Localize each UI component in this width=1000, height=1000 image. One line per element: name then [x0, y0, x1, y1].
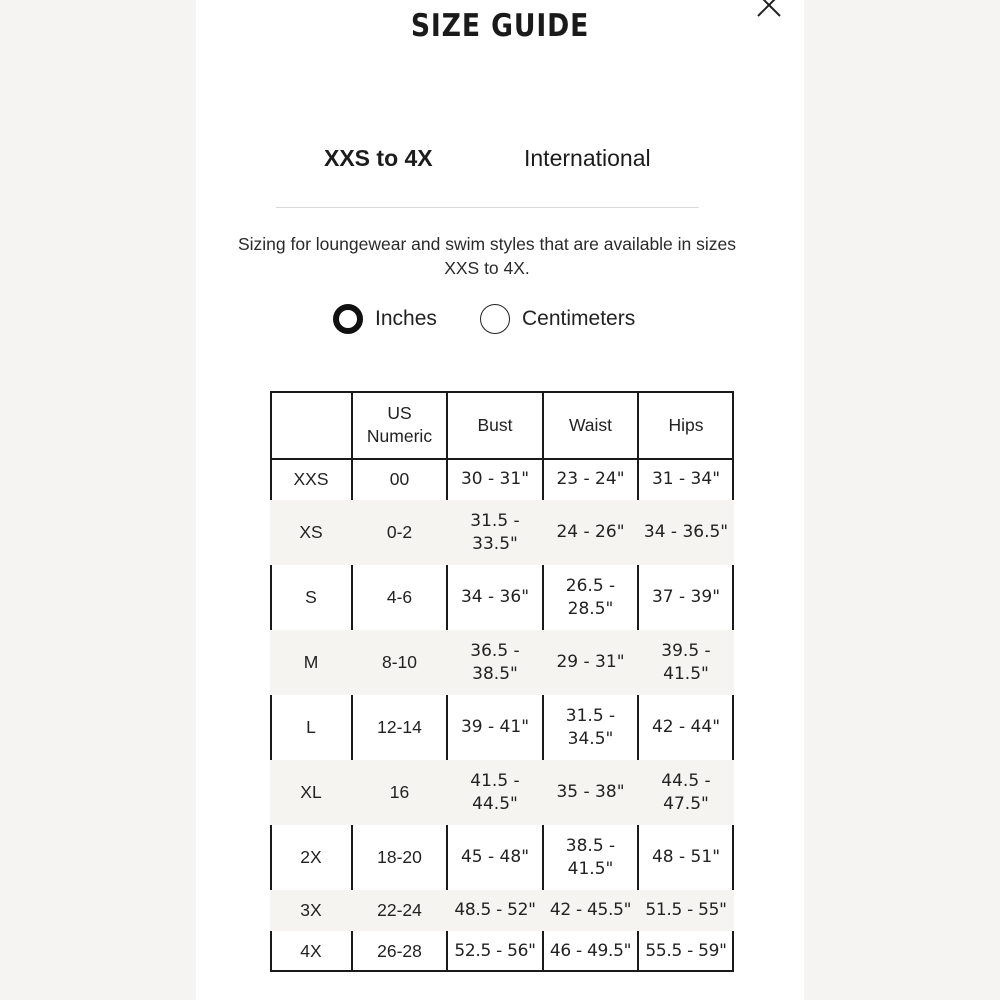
- cell-hips: [638, 630, 734, 695]
- centimeters-label: Centimeters: [522, 307, 636, 330]
- table-row: [270, 500, 734, 565]
- cell-us-numeric: 0-2: [352, 500, 447, 565]
- table-row: [270, 695, 734, 760]
- cell-hips: 55.5 - 59": [645, 941, 727, 961]
- cell-size: L: [306, 717, 316, 737]
- cell-waist: 42 - 45.5": [543, 890, 638, 931]
- cell-waist-text: 26.5 - 28.5": [565, 575, 616, 619]
- cell-us-numeric: 12-14: [377, 717, 422, 737]
- cell-waist: 23 - 24": [556, 469, 625, 489]
- table-row: [270, 459, 734, 500]
- table-row: [270, 890, 734, 931]
- cell-hips: 42 - 44": [651, 717, 721, 737]
- table-row: [270, 931, 734, 972]
- header-hips: Hips: [668, 414, 704, 435]
- cell-waist: 29 - 31": [543, 630, 638, 695]
- cell-size: XXS: [293, 469, 329, 489]
- cell-waist: [543, 825, 638, 890]
- cell-hips: 37 - 39": [651, 587, 721, 607]
- tab-xxs-to-4x[interactable]: XXS to 4X: [324, 145, 433, 171]
- cell-size: M: [270, 630, 352, 695]
- cell-hips: 34 - 36.5": [638, 500, 734, 565]
- cell-size: S: [305, 587, 317, 607]
- header-bust: Bust: [477, 414, 513, 435]
- table-row: [270, 630, 734, 695]
- cell-hips: [638, 760, 734, 825]
- cell-size: XS: [270, 500, 352, 565]
- cell-us-numeric: 18-20: [377, 847, 422, 867]
- cell-us-numeric: 4-6: [386, 587, 413, 607]
- cell-us-numeric: 26-28: [377, 941, 422, 961]
- cell-hips-text: 44.5 - 47.5": [661, 770, 711, 814]
- cell-waist-text: 31.5 - 34.5": [565, 705, 616, 749]
- cell-bust: 39 - 41": [460, 717, 530, 737]
- cell-size: 4X: [300, 941, 322, 961]
- cell-bust-text: 41.5 - 44.5": [470, 770, 520, 814]
- cell-waist: [543, 565, 638, 630]
- tab-international[interactable]: International: [524, 145, 651, 171]
- cell-waist-text: 38.5 - 41.5": [565, 835, 616, 879]
- cell-waist: 35 - 38": [543, 760, 638, 825]
- cell-bust-text: 31.5 - 33.5": [470, 510, 520, 554]
- cell-us-numeric: 8-10: [352, 630, 447, 695]
- table-row: [270, 760, 734, 825]
- cell-hips: 51.5 - 55": [638, 890, 734, 931]
- header-size: [270, 391, 352, 459]
- page-title: SIZE GUIDE: [410, 8, 590, 44]
- cell-size: 2X: [300, 847, 322, 867]
- inches-label: Inches: [375, 307, 437, 330]
- cell-waist: [543, 695, 638, 760]
- cell-bust: [447, 760, 543, 825]
- table-row: [270, 565, 734, 630]
- cell-size: 3X: [270, 890, 352, 931]
- cell-size: XL: [270, 760, 352, 825]
- cell-bust: [447, 500, 543, 565]
- cell-bust: 52.5 - 56": [454, 941, 536, 961]
- cell-bust: 30 - 31": [460, 469, 530, 489]
- cell-bust: 34 - 36": [460, 587, 530, 607]
- table-header-row: [270, 391, 734, 459]
- cell-hips: 31 - 34": [651, 469, 721, 489]
- cell-hips-text: 39.5 - 41.5": [661, 640, 711, 684]
- cell-waist: 24 - 26": [543, 500, 638, 565]
- cell-hips: 48 - 51": [651, 847, 721, 867]
- cell-us-numeric: 22-24: [352, 890, 447, 931]
- cell-bust: [447, 630, 543, 695]
- cell-bust: 48.5 - 52": [447, 890, 543, 931]
- sizing-description: Sizing for loungewear and swim styles that are available in sizes XXS to 4X.: [237, 234, 737, 278]
- cell-bust-text: 36.5 - 38.5": [470, 640, 520, 684]
- size-chart-table: [270, 391, 734, 972]
- header-waist: Waist: [568, 414, 613, 435]
- header-us-numeric: [352, 391, 447, 459]
- cell-us-numeric: 00: [389, 469, 410, 489]
- cell-waist: 46 - 49.5": [549, 941, 632, 961]
- table-row: [270, 825, 734, 890]
- header-us-numeric-label: US Numeric: [366, 403, 433, 446]
- cell-bust: 45 - 48": [460, 847, 530, 867]
- cell-us-numeric: 16: [352, 760, 447, 825]
